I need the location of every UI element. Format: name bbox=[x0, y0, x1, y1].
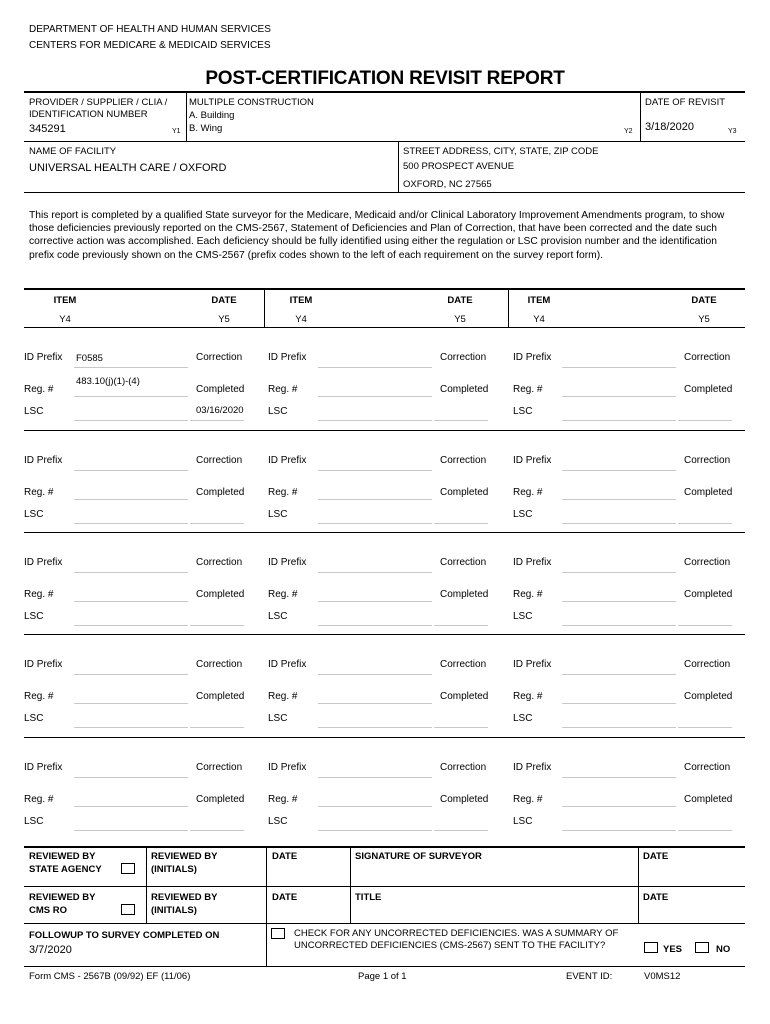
address-line-2[interactable]: OXFORD, NC 27565 bbox=[403, 179, 492, 190]
id-prefix-field[interactable] bbox=[318, 367, 432, 368]
agency-line-1: DEPARTMENT OF HEALTH AND HUMAN SERVICES bbox=[29, 24, 271, 35]
id-prefix-label: ID Prefix bbox=[268, 659, 307, 670]
completed-label: Completed bbox=[440, 487, 489, 498]
divider bbox=[186, 92, 187, 141]
divider bbox=[266, 924, 267, 966]
rule bbox=[24, 192, 745, 193]
lsc-field[interactable] bbox=[318, 830, 432, 831]
construction-wing: B. Wing bbox=[189, 123, 223, 134]
revisit-code: Y3 bbox=[728, 128, 737, 135]
lsc-label: LSC bbox=[268, 816, 288, 827]
completed-label: Completed bbox=[440, 691, 489, 702]
divider bbox=[638, 847, 639, 923]
date-code: Y5 bbox=[454, 314, 466, 325]
id-prefix-field[interactable] bbox=[562, 470, 676, 471]
state-agency-checkbox[interactable] bbox=[121, 863, 135, 874]
id-prefix-label: ID Prefix bbox=[268, 352, 307, 363]
date-header: DATE bbox=[691, 295, 717, 306]
entry-completed-date[interactable]: 03/16/2020 bbox=[196, 405, 244, 416]
completed-label: Completed bbox=[196, 384, 245, 395]
item-code: Y4 bbox=[59, 314, 71, 325]
address-line-1[interactable]: 500 PROSPECT AVENUE bbox=[403, 161, 515, 172]
id-prefix-label: ID Prefix bbox=[24, 762, 63, 773]
divider bbox=[350, 847, 351, 923]
completed-date-field[interactable] bbox=[678, 523, 732, 524]
lsc-field[interactable] bbox=[562, 625, 676, 626]
lsc-label: LSC bbox=[268, 406, 288, 417]
lsc-field[interactable] bbox=[562, 523, 676, 524]
uncorrected-checkbox[interactable] bbox=[271, 928, 285, 939]
lsc-label: LSC bbox=[268, 713, 288, 724]
state-date-label: DATE bbox=[272, 851, 298, 862]
construction-building: A. Building bbox=[189, 110, 235, 121]
id-prefix-field[interactable] bbox=[74, 367, 188, 368]
completed-label: Completed bbox=[440, 589, 489, 600]
signature-label: SIGNATURE OF SURVEYOR bbox=[355, 851, 482, 862]
facility-label: NAME OF FACILITY bbox=[29, 146, 117, 157]
item-header: ITEM bbox=[53, 295, 77, 306]
lsc-field[interactable] bbox=[318, 727, 432, 728]
reg-label: Reg. # bbox=[268, 589, 298, 600]
lsc-label: LSC bbox=[513, 509, 533, 520]
lsc-label: LSC bbox=[268, 611, 288, 622]
correction-label: Correction bbox=[684, 659, 731, 670]
correction-label: Correction bbox=[684, 352, 731, 363]
lsc-field[interactable] bbox=[74, 625, 188, 626]
completed-label: Completed bbox=[684, 384, 733, 395]
reg-field[interactable] bbox=[74, 703, 188, 704]
divider bbox=[398, 142, 399, 192]
divider bbox=[146, 847, 147, 923]
completed-date-field[interactable] bbox=[678, 727, 732, 728]
correction-label: Correction bbox=[196, 352, 243, 363]
reg-label: Reg. # bbox=[24, 384, 54, 395]
lsc-label: LSC bbox=[24, 509, 44, 520]
lsc-field[interactable] bbox=[318, 420, 432, 421]
completed-date-field[interactable] bbox=[678, 625, 732, 626]
rule-column-header bbox=[24, 288, 745, 290]
completed-label: Completed bbox=[440, 384, 489, 395]
lsc-label: LSC bbox=[513, 713, 533, 724]
completed-date-field[interactable] bbox=[190, 625, 244, 626]
completed-label: Completed bbox=[196, 487, 245, 498]
completed-date-field[interactable] bbox=[434, 523, 488, 524]
reg-field[interactable] bbox=[318, 396, 432, 397]
completed-date-field[interactable] bbox=[678, 420, 732, 421]
reg-label: Reg. # bbox=[24, 794, 54, 805]
completed-label: Completed bbox=[684, 589, 733, 600]
reg-field[interactable] bbox=[74, 396, 188, 397]
item-header: ITEM bbox=[527, 295, 551, 306]
id-prefix-label: ID Prefix bbox=[513, 557, 552, 568]
row-rule bbox=[24, 532, 745, 533]
reg-label: Reg. # bbox=[268, 691, 298, 702]
lsc-label: LSC bbox=[24, 406, 44, 417]
form-title: POST-CERTIFICATION REVISIT REPORT bbox=[205, 68, 565, 89]
id-prefix-field[interactable] bbox=[318, 674, 432, 675]
state-agency-label-1: REVIEWED BY bbox=[29, 851, 96, 862]
reg-label: Reg. # bbox=[513, 487, 543, 498]
id-prefix-field[interactable] bbox=[562, 777, 676, 778]
reg-field[interactable] bbox=[318, 806, 432, 807]
uncorrected-question-2: UNCORRECTED DEFICIENCIES (CMS-2567) SENT TO THE FACILITY? bbox=[294, 940, 606, 951]
yes-checkbox[interactable] bbox=[644, 942, 658, 953]
id-prefix-field[interactable] bbox=[74, 674, 188, 675]
reg-field[interactable] bbox=[562, 703, 676, 704]
cms-initials-label-1: REVIEWED BY bbox=[151, 892, 218, 903]
lsc-field[interactable] bbox=[74, 727, 188, 728]
cms-ro-label-1: REVIEWED BY bbox=[29, 892, 96, 903]
item-code: Y4 bbox=[295, 314, 307, 325]
address-label: STREET ADDRESS, CITY, STATE, ZIP CODE bbox=[403, 146, 599, 157]
cms-initials-label-2: (INITIALS) bbox=[151, 905, 197, 916]
provider-number[interactable]: 345291 bbox=[29, 123, 66, 135]
id-prefix-label: ID Prefix bbox=[268, 762, 307, 773]
reg-field[interactable] bbox=[318, 499, 432, 500]
date-header: DATE bbox=[211, 295, 237, 306]
divider bbox=[266, 847, 267, 923]
divider bbox=[264, 289, 265, 327]
completed-date-field[interactable] bbox=[190, 727, 244, 728]
completed-label: Completed bbox=[684, 794, 733, 805]
followup-date[interactable]: 3/7/2020 bbox=[29, 944, 72, 956]
lsc-label: LSC bbox=[513, 406, 533, 417]
provider-label-1: PROVIDER / SUPPLIER / CLIA / bbox=[29, 97, 168, 108]
correction-label: Correction bbox=[196, 659, 243, 670]
lsc-field[interactable] bbox=[74, 523, 188, 524]
id-prefix-label: ID Prefix bbox=[268, 557, 307, 568]
construction-label: MULTIPLE CONSTRUCTION bbox=[189, 97, 314, 108]
reg-label: Reg. # bbox=[24, 691, 54, 702]
id-prefix-field[interactable] bbox=[74, 777, 188, 778]
completed-date-field[interactable] bbox=[190, 523, 244, 524]
lsc-label: LSC bbox=[513, 816, 533, 827]
reg-label: Reg. # bbox=[513, 691, 543, 702]
lsc-field[interactable] bbox=[562, 727, 676, 728]
completed-date-field[interactable] bbox=[434, 625, 488, 626]
reg-field[interactable] bbox=[74, 806, 188, 807]
entry-id-prefix[interactable]: F0585 bbox=[76, 353, 103, 364]
correction-label: Correction bbox=[684, 762, 731, 773]
cms-ro-checkbox[interactable] bbox=[121, 904, 135, 915]
id-prefix-label: ID Prefix bbox=[24, 557, 63, 568]
completed-label: Completed bbox=[684, 487, 733, 498]
completed-date-field[interactable] bbox=[434, 420, 488, 421]
signature-date-label: DATE bbox=[643, 851, 669, 862]
rule bbox=[24, 141, 745, 142]
lsc-label: LSC bbox=[24, 611, 44, 622]
rule bbox=[24, 327, 745, 328]
reg-label: Reg. # bbox=[513, 794, 543, 805]
correction-label: Correction bbox=[440, 352, 487, 363]
id-prefix-label: ID Prefix bbox=[24, 455, 63, 466]
reg-field[interactable] bbox=[562, 499, 676, 500]
correction-label: Correction bbox=[684, 557, 731, 568]
uncorrected-question-1: CHECK FOR ANY UNCORRECTED DEFICIENCIES. WAS A SUMMARY OF bbox=[294, 928, 619, 939]
completed-date-field[interactable] bbox=[190, 420, 244, 421]
lsc-field[interactable] bbox=[318, 523, 432, 524]
event-id-label: EVENT ID: bbox=[566, 971, 613, 982]
reg-field[interactable] bbox=[318, 601, 432, 602]
lsc-field[interactable] bbox=[562, 420, 676, 421]
id-prefix-label: ID Prefix bbox=[513, 352, 552, 363]
reg-label: Reg. # bbox=[513, 384, 543, 395]
id-prefix-field[interactable] bbox=[318, 470, 432, 471]
completed-label: Completed bbox=[196, 691, 245, 702]
correction-label: Correction bbox=[440, 455, 487, 466]
cms-date-label: DATE bbox=[272, 892, 298, 903]
reg-label: Reg. # bbox=[268, 794, 298, 805]
reg-field[interactable] bbox=[74, 601, 188, 602]
row-rule bbox=[24, 634, 745, 635]
state-initials-label-1: REVIEWED BY bbox=[151, 851, 218, 862]
lsc-label: LSC bbox=[513, 611, 533, 622]
completed-label: Completed bbox=[440, 794, 489, 805]
rule-top bbox=[24, 91, 745, 93]
completed-date-field[interactable] bbox=[434, 830, 488, 831]
revisit-label: DATE OF REVISIT bbox=[645, 97, 726, 108]
entry-reg-number[interactable]: 483.10(j)(1)-(4) bbox=[76, 376, 140, 387]
rule-review bbox=[24, 846, 745, 848]
correction-label: Correction bbox=[440, 762, 487, 773]
reg-label: Reg. # bbox=[24, 589, 54, 600]
page-number: Page 1 of 1 bbox=[358, 971, 407, 982]
id-prefix-field[interactable] bbox=[318, 777, 432, 778]
reg-field[interactable] bbox=[318, 703, 432, 704]
rule bbox=[24, 966, 745, 967]
id-prefix-label: ID Prefix bbox=[513, 659, 552, 670]
revisit-date[interactable]: 3/18/2020 bbox=[645, 121, 694, 133]
form-number: Form CMS - 2567B (09/92) EF (11/06) bbox=[29, 971, 191, 982]
instructions-paragraph: This report is completed by a qualified State surveyor for the Medicare, Medicaid and/or Clinical Laboratory Improvement Amendments program, to show those deficiencies previously reported on the CMS-2567, Statement of Deficiencies and Plan of Correction, that have been corrected and the date such corrective action was accomplished. Each deficiency should be fully identified using either the regulation or LSC provision number and the identification prefix code previously shown on the CMS-2567 (prefix codes shown to the left of each requirement on the survey report form). bbox=[29, 210, 725, 261]
no-checkbox[interactable] bbox=[695, 942, 709, 953]
id-prefix-label: ID Prefix bbox=[24, 659, 63, 670]
lsc-field[interactable] bbox=[562, 830, 676, 831]
id-prefix-field[interactable] bbox=[74, 572, 188, 573]
title-label: TITLE bbox=[355, 892, 382, 903]
no-label: NO bbox=[716, 944, 731, 955]
id-prefix-label: ID Prefix bbox=[513, 455, 552, 466]
lsc-label: LSC bbox=[268, 509, 288, 520]
reg-field[interactable] bbox=[562, 601, 676, 602]
reg-field[interactable] bbox=[562, 396, 676, 397]
facility-name[interactable]: UNIVERSAL HEALTH CARE / OXFORD bbox=[29, 162, 227, 174]
reg-field[interactable] bbox=[562, 806, 676, 807]
reg-label: Reg. # bbox=[268, 384, 298, 395]
id-prefix-field[interactable] bbox=[562, 674, 676, 675]
correction-label: Correction bbox=[196, 455, 243, 466]
completed-date-field[interactable] bbox=[190, 830, 244, 831]
correction-label: Correction bbox=[440, 659, 487, 670]
id-prefix-field[interactable] bbox=[74, 470, 188, 471]
id-prefix-label: ID Prefix bbox=[24, 352, 63, 363]
provider-label-2: IDENTIFICATION NUMBER bbox=[29, 109, 148, 120]
followup-label: FOLLOWUP TO SURVEY COMPLETED ON bbox=[29, 930, 220, 941]
item-header: ITEM bbox=[289, 295, 313, 306]
yes-label: YES bbox=[663, 944, 683, 955]
reg-field[interactable] bbox=[74, 499, 188, 500]
date-code: Y5 bbox=[698, 314, 710, 325]
row-rule bbox=[24, 430, 745, 431]
divider bbox=[640, 92, 641, 141]
date-code: Y5 bbox=[218, 314, 230, 325]
agency-line-2: CENTERS FOR MEDICARE & MEDICAID SERVICES bbox=[29, 40, 271, 51]
completed-label: Completed bbox=[196, 794, 245, 805]
id-prefix-field[interactable] bbox=[562, 367, 676, 368]
lsc-field[interactable] bbox=[74, 420, 188, 421]
lsc-field[interactable] bbox=[318, 625, 432, 626]
reg-label: Reg. # bbox=[268, 487, 298, 498]
rule bbox=[24, 886, 745, 887]
completed-label: Completed bbox=[196, 589, 245, 600]
title-date-label: DATE bbox=[643, 892, 669, 903]
construction-code: Y2 bbox=[624, 128, 633, 135]
reg-label: Reg. # bbox=[513, 589, 543, 600]
id-prefix-field[interactable] bbox=[562, 572, 676, 573]
lsc-field[interactable] bbox=[74, 830, 188, 831]
provider-code: Y1 bbox=[172, 128, 181, 135]
date-header: DATE bbox=[447, 295, 473, 306]
lsc-label: LSC bbox=[24, 816, 44, 827]
row-rule bbox=[24, 737, 745, 738]
completed-date-field[interactable] bbox=[678, 830, 732, 831]
correction-label: Correction bbox=[684, 455, 731, 466]
rule bbox=[24, 923, 745, 924]
item-code: Y4 bbox=[533, 314, 545, 325]
event-id-value: V0MS12 bbox=[644, 971, 681, 982]
state-agency-label-2: STATE AGENCY bbox=[29, 864, 102, 875]
completed-date-field[interactable] bbox=[434, 727, 488, 728]
id-prefix-label: ID Prefix bbox=[513, 762, 552, 773]
correction-label: Correction bbox=[440, 557, 487, 568]
lsc-label: LSC bbox=[24, 713, 44, 724]
id-prefix-field[interactable] bbox=[318, 572, 432, 573]
correction-label: Correction bbox=[196, 557, 243, 568]
correction-label: Correction bbox=[196, 762, 243, 773]
id-prefix-label: ID Prefix bbox=[268, 455, 307, 466]
completed-label: Completed bbox=[684, 691, 733, 702]
reg-label: Reg. # bbox=[24, 487, 54, 498]
state-initials-label-2: (INITIALS) bbox=[151, 864, 197, 875]
cms-ro-label-2: CMS RO bbox=[29, 905, 67, 916]
